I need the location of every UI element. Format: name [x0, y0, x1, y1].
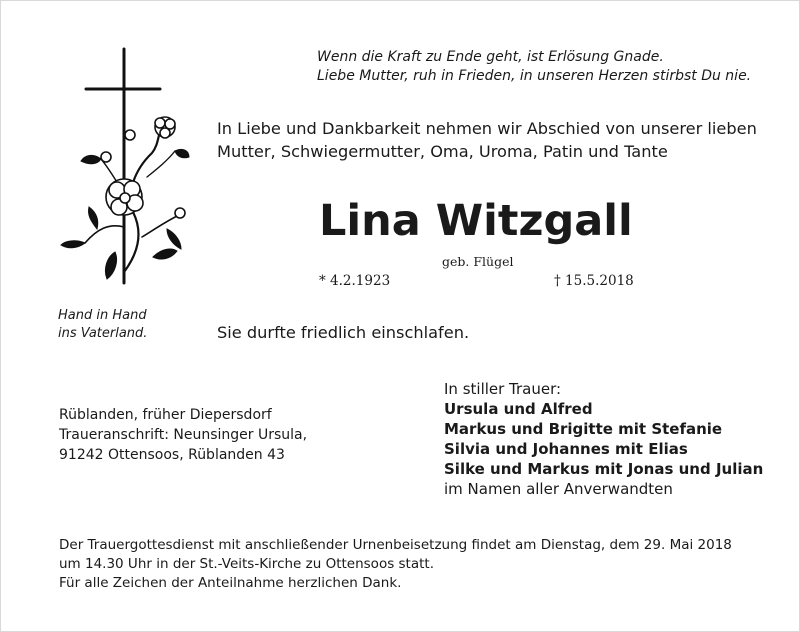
- deceased-name: Lina Witzgall: [319, 196, 633, 246]
- service-details: [59, 536, 732, 593]
- caption-line: Hand in Hand: [58, 308, 147, 323]
- quote-line: Liebe Mutter, ruh in Frieden, in unseren Herzen stirbst Du nie.: [317, 68, 752, 84]
- emblem-caption: [58, 307, 147, 343]
- service-line: um 14.30 Uhr in der St.-Veits-Kirche zu Ottensoos statt.: [59, 556, 435, 572]
- mourners-heading: In stiller Trauer:: [444, 380, 562, 398]
- cross-with-flowers-icon: [57, 47, 192, 287]
- mourner-family: Markus und Brigitte mit Stefanie: [444, 420, 723, 438]
- birth-date: * 4.2.1923: [319, 273, 391, 289]
- mourners-list: [444, 379, 763, 499]
- mourner-family: Silke und Markus mit Jonas und Julian: [444, 460, 764, 478]
- service-line: Für alle Zeichen der Anteilnahme herzlichen Dank.: [59, 575, 402, 591]
- mourners-closing: im Namen aller Anverwandten: [444, 480, 673, 498]
- mourner-family: Ursula und Alfred: [444, 400, 593, 418]
- mourning-address: [59, 405, 307, 465]
- intro-line: In Liebe und Dankbarkeit nehmen wir Abschied von unserer lieben: [217, 119, 757, 138]
- maiden-name: geb. Flügel: [442, 254, 514, 269]
- address-line: 91242 Ottensoos, Rüblanden 43: [59, 447, 285, 463]
- death-date: † 15.5.2018: [554, 273, 634, 289]
- memorial-quote: [317, 48, 751, 86]
- mourner-family: Silvia und Johannes mit Elias: [444, 440, 688, 458]
- address-line: Traueranschrift: Neunsinger Ursula,: [59, 427, 308, 443]
- caption-line: ins Vaterland.: [58, 326, 148, 341]
- quote-line: Wenn die Kraft zu Ende geht, ist Erlösung Gnade.: [317, 49, 664, 65]
- intro-line: Mutter, Schwiegermutter, Oma, Uroma, Patin und Tante: [217, 142, 668, 161]
- address-line: Rüblanden, früher Diepersdorf: [59, 407, 272, 423]
- service-line: Der Trauergottesdienst mit anschließender Urnenbeisetzung findet am Dienstag, dem 29. Mai 2018: [59, 537, 732, 553]
- peaceful-statement: Sie durfte friedlich einschlafen.: [217, 323, 470, 342]
- farewell-intro: [217, 117, 757, 163]
